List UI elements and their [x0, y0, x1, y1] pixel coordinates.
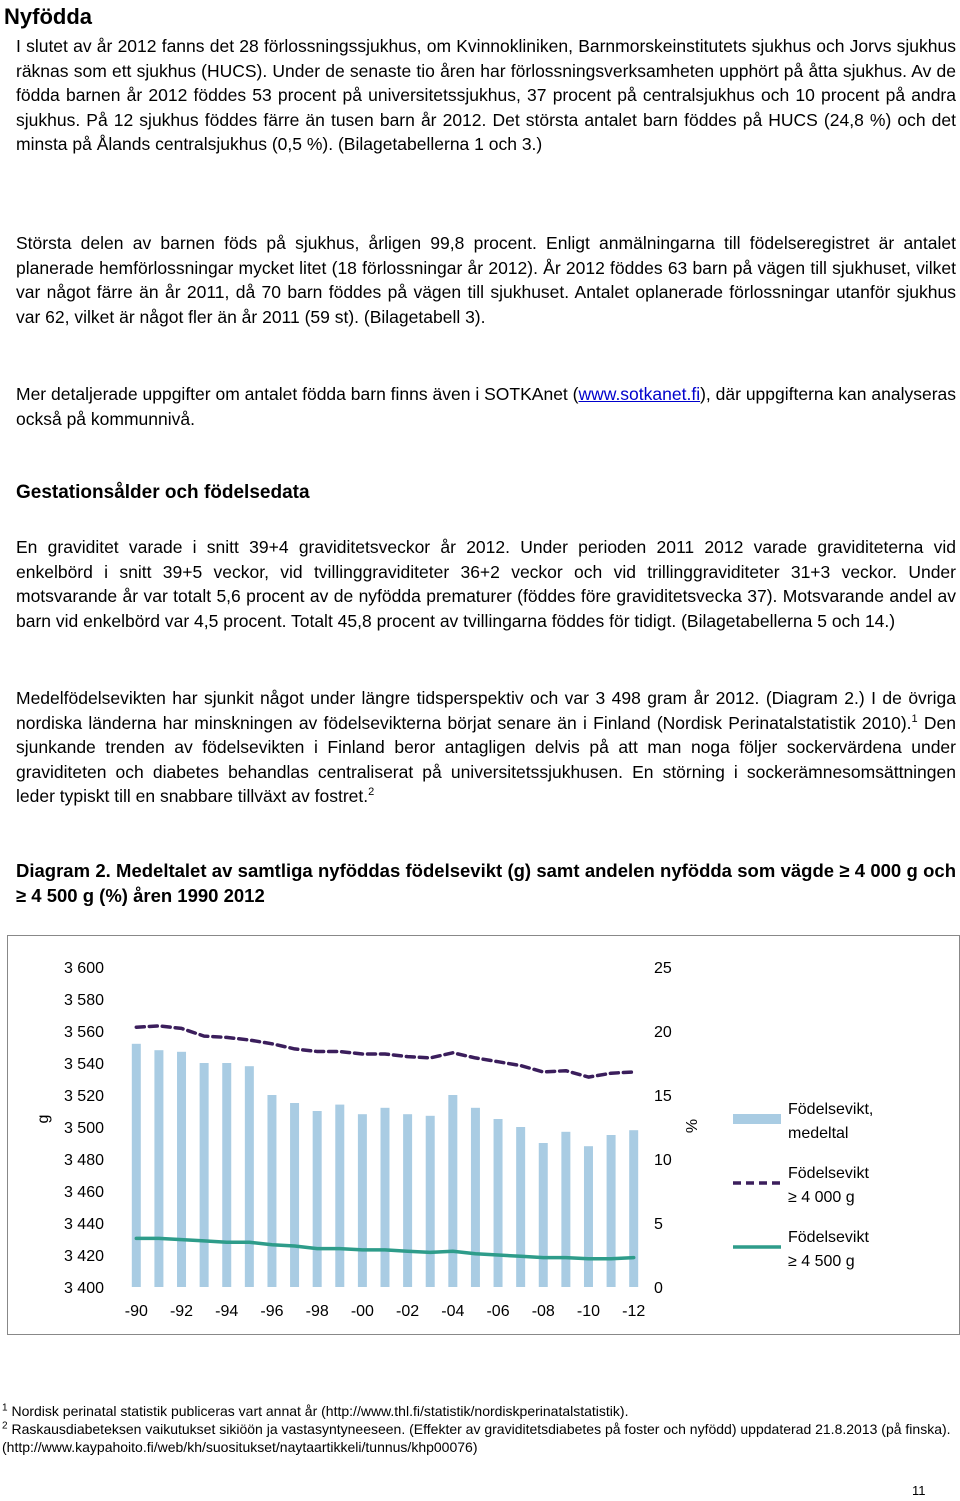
bar-mark [584, 1146, 593, 1287]
y-right-axis-label: % [684, 1118, 701, 1134]
section-heading: Nyfödda [4, 4, 92, 29]
x-tick-label: -00 [350, 1303, 374, 1320]
bar-mark [426, 1116, 435, 1287]
y-left-tick-label: 3 420 [63, 1248, 104, 1265]
y-right-tick-label: 10 [654, 1152, 672, 1169]
subsection-heading: Gestationsålder och födelsedata [16, 482, 310, 503]
bar-mark [403, 1114, 412, 1287]
paragraph-birthweight [16, 686, 956, 809]
bar-mark [200, 1063, 209, 1287]
y-right-tick-label: 20 [654, 1024, 672, 1041]
legend-label: Födelsevikt [788, 1229, 869, 1246]
bar-mark [448, 1095, 457, 1287]
footnote-2-text: Raskausdiabeteksen vaikutukset sikiöön ja vastasyntyneeseen. (Effekter av graviditetsdiabetes på foster och nyfödd) uppdaterad 21.8.2013 (på finska). (http://www.kaypahoito.fi/web/kh/suositukset/naytaartikkeli/tunnus/khp00076) [2, 1421, 951, 1455]
paragraph-gestation: En graviditet varade i snitt 39+4 graviditetsveckor år 2012. Under perioden 2011 2012 varade graviditeterna vid enkelbörd i snitt 39+5 veckor, vid tvillinggraviditeter 36+2 veckor och vid trillinggraviditeter 31+3 veckor. Under motsvarande år var totalt 5,6 procent av de nyfödda prematurer (föddes före graviditetsvecka 37). Motsvarande andel av barn vid enkelbörd var 4,5 procent. Totalt 45,8 procent av tvillingarna föddes för tidigt. (Bilagetabellerna 5 och 14.) [16, 537, 956, 631]
paragraph-home-births: Största delen av barnen föds på sjukhus, årligen 99,8 procent. Enligt anmälningarna till födelseregistret är antalet planerade hemförlossningar mycket litet (18 förlossningar år 2012). År 2012 föddes 63 barn på vägen till sjukhuset, vilket var något färre än år 2011, då 70 barn föddes på vägen till sjukhuset. Antalet oplanerade förlossningar utanför sjukhus var 62, vilket är något fler än år 2011 (59 st). (Bilagetabell 3). [16, 233, 956, 327]
y-left-tick-label: 3 600 [63, 960, 104, 977]
footnote-ref-1: 1 [911, 712, 918, 725]
footnote-2 [2, 1420, 958, 1456]
x-tick-label: -02 [396, 1303, 420, 1320]
sotkanet-text-after: ), där uppgifterna kan analyseras också på kommunnivå. [16, 384, 957, 429]
footnote-1-text: Nordisk perinatal statistik publiceras vart annat år (http://www.thl.fi/statistik/nordiskperinatalstatistik). [11, 1403, 629, 1419]
legend-label: ≥ 4 000 g [788, 1189, 855, 1206]
y-left-tick-label: 3 400 [63, 1280, 104, 1297]
page-number: 11 [912, 1483, 926, 1498]
x-tick-label: -12 [622, 1303, 646, 1320]
y-left-tick-label: 3 540 [63, 1056, 104, 1073]
bar-mark [335, 1105, 344, 1287]
legend-label: medeltal [788, 1125, 849, 1142]
x-tick-label: -04 [441, 1303, 465, 1320]
x-tick-label: -08 [531, 1303, 555, 1320]
footnote-1-number: 1 [2, 1402, 8, 1414]
paragraph-hospitals: I slutet av år 2012 fanns det 28 förlossningssjukhus, om Kvinnokliniken, Barnmorskeinstitutets sjukhus och Jorvs sjukhus räknas som ett sjukhus (HUCS). Under de senaste tio åren har förlossningsverksamheten upphört på åtta sjukhus. Av de födda barnen år 2012 föddes 53 procent på universitetssjukhus, 37 procent på centralsjukhus och 10 procent på andra sjukhus. På 12 sjukhus föddes färre än tusen barn år 2012. Det största antalet barn föddes på HUCS (24,8 %) och det minsta på Ålands centralsjukhus (0,5 %). (Bilagetabellerna 1 och 3.) [16, 36, 956, 154]
bar-mark [471, 1108, 480, 1287]
bar-mark [358, 1114, 367, 1287]
legend-label: Födelsevikt [788, 1165, 869, 1182]
bar-mark [290, 1103, 299, 1287]
legend-label: ≥ 4 500 g [788, 1253, 855, 1270]
y-left-tick-label: 3 500 [63, 1120, 104, 1137]
footnote-2-number: 2 [2, 1420, 8, 1432]
x-tick-label: -94 [215, 1303, 239, 1320]
paragraph-sotkanet [16, 382, 956, 431]
sotkanet-text-before: Mer detaljerade uppgifter om antalet födda barn finns även i SOTKAnet ( [16, 384, 579, 404]
x-tick-label: -96 [260, 1303, 284, 1320]
y-left-tick-label: 3 440 [63, 1216, 104, 1233]
y-left-axis-label: g [35, 1114, 52, 1124]
x-tick-label: -98 [305, 1303, 329, 1320]
bar-mark [132, 1044, 141, 1287]
footnote-1 [2, 1402, 958, 1420]
y-left-tick-label: 3 460 [63, 1184, 104, 1201]
bar-mark [313, 1111, 322, 1287]
x-tick-label: -06 [486, 1303, 510, 1320]
y-right-tick-label: 0 [654, 1280, 663, 1297]
bar-mark [629, 1130, 638, 1287]
x-tick-label: -10 [576, 1303, 601, 1320]
line-series-4000g [136, 1026, 633, 1077]
bar-mark [607, 1135, 616, 1287]
legend-label: Födelsevikt, [788, 1101, 874, 1118]
y-left-tick-label: 3 520 [63, 1088, 104, 1105]
bar-mark [561, 1132, 570, 1287]
y-left-tick-label: 3 560 [63, 1024, 104, 1041]
birthweight-chart [7, 935, 960, 1335]
y-right-tick-label: 5 [654, 1216, 663, 1233]
y-right-tick-label: 15 [654, 1088, 672, 1105]
bar-mark [177, 1052, 186, 1287]
bar-mark [494, 1119, 503, 1287]
birthweight-text-1: Medelfödelsevikten har sjunkit något under längre tidsperspektiv och var 3 498 gram år 2012. (Diagram 2.) I de övriga nordiska länderna har minskningen av födelsevikterna börjat senare än i Finland (Nordisk Perinatalstatistik 2010). [16, 688, 956, 733]
chart-svg [8, 936, 960, 1336]
bar-mark [381, 1108, 390, 1287]
bar-mark [245, 1066, 254, 1287]
footnote-ref-2: 2 [368, 786, 375, 799]
sotkanet-link[interactable]: www.sotkanet.fi [578, 384, 701, 404]
y-right-tick-label: 25 [654, 960, 672, 977]
diagram-caption: Diagram 2. Medeltalet av samtliga nyföddas födelsevikt (g) samt andelen nyfödda som vägde ≥ 4 000 g och ≥ 4 500 g (%) åren 1990 2012 [16, 860, 956, 906]
x-tick-label: -92 [169, 1303, 194, 1320]
bar-mark [267, 1095, 276, 1287]
bar-mark [222, 1063, 231, 1287]
footnotes [2, 1402, 958, 1456]
bar-mark [539, 1143, 548, 1287]
x-tick-label: -90 [124, 1303, 148, 1320]
bar-mark [516, 1127, 525, 1287]
birthweight-text-2: Den sjunkande trenden av födelsevikten i Finland beror antagligen delvis på att man noga följer sockervärdena under graviditeten och diabetes behandlas centraliserat på universitetssjukhusen. En störning i sockerämnesomsättningen leder typiskt till en snabbare tillväxt av fostret. [16, 712, 956, 806]
y-left-tick-label: 3 480 [63, 1152, 104, 1169]
bar-mark [154, 1050, 163, 1287]
legend-swatch-bar [733, 1114, 781, 1124]
y-left-tick-label: 3 580 [63, 992, 104, 1009]
